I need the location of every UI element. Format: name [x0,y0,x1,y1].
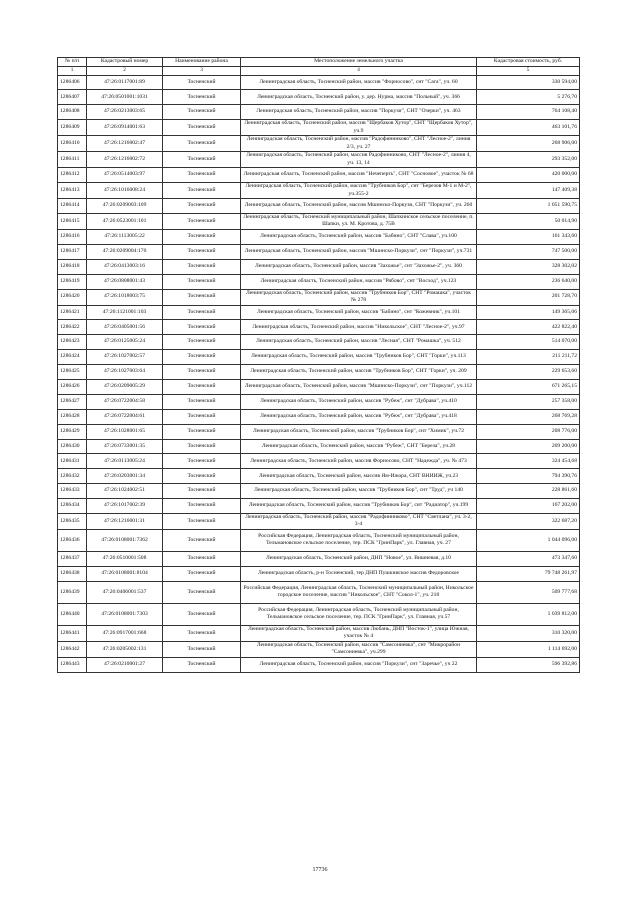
cadastral-value: 596 392,86 [477,657,580,672]
district-name: Тосненский [163,657,241,672]
table-row [58,625,580,641]
header-row [58,58,580,67]
cadastral-number: 47:26:0405001:56 [87,320,163,335]
cadastral-value: 794 390,76 [477,469,580,484]
parcel-location: Ленинградская область, Тосненский район, массив "Поркузи", снт "Заречье", уч 22 [241,657,477,672]
parcel-location: Ленинградская область, Тосненский район, массив "Мшинско-Поркузи", снт "Поркузи", уч.112 [241,379,477,394]
cadastral-value: 167 202,00 [477,499,580,514]
cadastral-value: 1 044 096,00 [477,529,580,551]
parcel-location: Ленинградская область, Тосненский район, массив "Радофинниково", СНТ "Лесное-2", линия 2/3, уч. 27 [241,136,477,152]
cadastral-value: 463 101,76 [477,120,580,136]
table-row [58,229,580,244]
cadastral-number: 47:26:0209004:170 [87,244,163,259]
cadastral-value: 514 070,00 [477,335,580,350]
row-index: 1286421 [58,305,87,320]
cadastral-number: 47:26:0501001:1031 [87,90,163,105]
table-row [58,641,580,657]
parcel-location: Ленинградская область, Тосненский район, массив "Трубников Бор", снт "Химик", уч.72 [241,424,477,439]
parcel-location: Российская Федерация, Ленинградская область, Тосненский муниципальный район, Никольское городское поселение, массив "Никольское", СНТ "Сокол-1", уч. 218 [241,581,477,603]
parcel-location: Ленинградская область, Тосненский район, массив Радофинниково, СНТ "Лесное-2", линия 4, уч. 13, 14 [241,152,477,168]
cadastral-number: 47:26:0108001:7362 [87,529,163,551]
cadastral-number: 47:26:1018003:75 [87,289,163,305]
table-row [58,529,580,551]
row-index: 1286423 [58,335,87,350]
cadastral-number: 47:26:1016008:24 [87,183,163,199]
district-name: Тосненский [163,183,241,199]
cadastral-number: 47:26:0722004:61 [87,409,163,424]
row-index: 1286426 [58,379,87,394]
column-number: 3 [163,67,241,76]
district-name: Тосненский [163,244,241,259]
parcel-location: Ленинградская область, р-н Тосненский, тер ДНП Пушкинское массив Федоровское [241,566,477,581]
cadastral-number: 47:26:0413003:16 [87,259,163,274]
row-index: 1286443 [58,657,87,672]
parcel-location: Ленинградская область, Тосненский район, массив "Самсониевка", снт "Микрорайон "Самсониевка", уч.299 [241,641,477,657]
parcel-location: Ленинградская область, Тосненский район, массив "Трубников Бор", СНТ "Ромашка", участок № 278 [241,289,477,305]
parcel-location: Ленинградская область, Тосненский район, массив "Нечеперть", СНТ "Сосновое", участок № 68 [241,168,477,183]
district-name: Тосненский [163,320,241,335]
district-name: Тосненский [163,75,241,90]
cadastral-number: 47:26:1113005:22 [87,229,163,244]
table-row [58,350,580,365]
district-name: Тосненский [163,274,241,289]
district-name: Тосненский [163,289,241,305]
table-row [58,409,580,424]
cadastral-value: 293 352,00 [477,152,580,168]
header-index: № п/п [58,58,87,67]
cadastral-number: 47:26:0406001:537 [87,581,163,603]
parcel-location: Ленинградская область, Тосненский район, массив "Захожье", снт "Захожье-2", уч. 360 [241,259,477,274]
cadastral-value: 229 653,60 [477,365,580,380]
district-name: Тосненский [163,439,241,454]
cadastral-number: 47:26:0203001:34 [87,469,163,484]
row-index: 1286431 [58,454,87,469]
parcel-location: Ленинградская область, Тосненский район, массив "Трубников Бор", СНТ "Горки", уч.113 [241,350,477,365]
table-row [58,120,580,136]
district-name: Тосненский [163,581,241,603]
parcel-location: Ленинградская область, Тосненский район, массив "Трубников Бор", СНТ "Горки", уч. 209 [241,365,477,380]
district-name: Тосненский [163,350,241,365]
district-name: Тосненский [163,199,241,214]
table-row [58,199,580,214]
table-row [58,244,580,259]
district-name: Тосненский [163,335,241,350]
cadastral-number: 47:26:0510001:508 [87,551,163,566]
cadastral-value: 161 343,60 [477,229,580,244]
cadastral-number: 47:26:0210001:27 [87,657,163,672]
cadastral-number: 47:26:0205002:131 [87,641,163,657]
table-row [58,105,580,120]
row-index: 1286416 [58,229,87,244]
table-row [58,335,580,350]
cadastral-value: 268 769,28 [477,409,580,424]
cadastral-value: 324 454,68 [477,454,580,469]
district-name: Тосненский [163,499,241,514]
row-index: 1286436 [58,529,87,551]
row-index: 1286418 [58,259,87,274]
cadastral-number: 47:26:1216002:72 [87,152,163,168]
cadastral-number: 47:26:0733001:35 [87,439,163,454]
parcel-location: Ленинградская область, Тосненский район, массив "Трубников Бор", снт "Березов М-1 и М-2", уч.355-2 [241,183,477,199]
column-number: 2 [87,67,163,76]
page-number: 17736 [312,867,328,873]
cadastral-number: 47:26:1027003:64 [87,365,163,380]
row-index: 1286441 [58,625,87,641]
column-number: 5 [477,67,580,76]
row-index: 1286435 [58,513,87,529]
parcel-location: Российская Федерация, Ленинградская область, Тосненский муниципальный район, Тельмановское сельское поселение, тер. ПСК "ГринПарк", ул. Главная, уч.57 [241,603,477,625]
district-name: Тосненский [163,641,241,657]
row-index: 1286438 [58,566,87,581]
cadastral-number: 47:26:1017002:39 [87,499,163,514]
district-name: Тосненский [163,409,241,424]
row-index: 1286411 [58,152,87,168]
district-name: Тосненский [163,213,241,229]
cadastral-value: 322 687,20 [477,513,580,529]
row-index: 1286429 [58,424,87,439]
parcel-location: Ленинградская область, Тосненский район, массив "Трубников Бор", снт "Труд", уч 140 [241,484,477,499]
row-index: 1286420 [58,289,87,305]
cadastral-value: 1 039 812,00 [477,603,580,625]
cadastral-value: 236 640,00 [477,274,580,289]
cadastral-value: 50 014,90 [477,213,580,229]
district-name: Тосненский [163,424,241,439]
table-row [58,379,580,394]
column-number: 4 [241,67,477,76]
cadastral-value: 330 594,00 [477,75,580,90]
table-row [58,424,580,439]
district-name: Тосненский [163,394,241,409]
header-district: Наименование района [163,58,241,67]
district-name: Тосненский [163,484,241,499]
table-row [58,499,580,514]
cadastral-value: 228 861,60 [477,484,580,499]
table-row [58,581,580,603]
row-index: 1286413 [58,183,87,199]
table-row [58,289,580,305]
parcel-location: Ленинградская область, Тосненский район, массив "Поркузи", СНТ "Озерки", уч. 463 [241,105,477,120]
district-name: Тосненский [163,454,241,469]
cadastral-value: 1 114 692,00 [477,641,580,657]
row-index: 1286410 [58,136,87,152]
district-name: Тосненский [163,168,241,183]
table-row [58,454,580,469]
cadastral-value: 268 906,00 [477,136,580,152]
parcel-location: Ленинградская область, Тосненский район, массив "Лесная", СНТ "Ромашка", уч. 512 [241,335,477,350]
district-name: Тосненский [163,229,241,244]
table-row [58,469,580,484]
cadastral-value: 1 051 590,75 [477,199,580,214]
row-index: 1286419 [58,274,87,289]
cadastral-value: 473 347,60 [477,551,580,566]
cadastral-value: 764 108,40 [477,105,580,120]
parcel-location: Ленинградская область, Тосненский район, массив "Никольское", СНТ "Лесное-2", уч.97 [241,320,477,335]
district-name: Тосненский [163,105,241,120]
cadastral-number: 47:26:0117001:89 [87,75,163,90]
cadastral-number: 47:26:0108001:8104 [87,566,163,581]
row-index: 1286428 [58,409,87,424]
cadastral-number: 47:26:1216002:47 [87,136,163,152]
table-row [58,305,580,320]
table-row [58,152,580,168]
district-name: Тосненский [163,152,241,168]
column-number: 1 [58,67,87,76]
district-name: Тосненский [163,529,241,551]
cadastral-value: 310 320,00 [477,625,580,641]
parcel-location: Ленинградская область, Тосненский район, массив "Трубников Бор", снт "Радиатор", уч.199 [241,499,477,514]
table-row [58,259,580,274]
cadastral-value: 422 822,40 [477,320,580,335]
parcel-location: Ленинградская область, Тосненский муниципальный район, Шапкинское сельское поселение, п. Шапки, ул. М. Кротова, д. 75В [241,213,477,229]
cadastral-number: 47:26:0514003:97 [87,168,163,183]
row-index: 1286440 [58,603,87,625]
cadastral-value: 5 276,70 [477,90,580,105]
parcel-location: Ленинградская область, Тосненский район, массив "Радофинниково", СНТ "Светлана", уч. 3-2, 3-4 [241,513,477,529]
district-name: Тосненский [163,566,241,581]
parcel-location: Ленинградская область, Тосненский район, массив Ям-Ижора, СНТ ВНИИЖ, уч.23 [241,469,477,484]
parcel-location: Ленинградская область, Тосненский район, массив "Форносово", снт "Сага", уч. 60 [241,75,477,90]
parcel-location: Ленинградская область, Тосненский район, массив "Рубеж", снт "Дубрава", уч.418 [241,409,477,424]
table-row [58,213,580,229]
cadastral-value: 79 748 261,97 [477,566,580,581]
row-index: 1286412 [58,168,87,183]
cadastral-value: 257 358,00 [477,394,580,409]
cadastral-number: 47:26:0209003:109 [87,199,163,214]
row-index: 1286437 [58,551,87,566]
header-location: Местоположение земельного участка [241,58,477,67]
cadastral-number: 47:26:0113005:24 [87,454,163,469]
parcel-location: Ленинградская область, Тосненский район, массив Любань, ДНП "Восток-1", улица Южная, участок № 4 [241,625,477,641]
row-index: 1286408 [58,105,87,120]
parcel-location: Ленинградская область, Тосненский район, массив Форносово, СНТ "Надежда", уч. № 473 [241,454,477,469]
table-row [58,603,580,625]
row-index: 1286434 [58,499,87,514]
cadastral-table [57,57,580,673]
table-row [58,274,580,289]
table-row [58,136,580,152]
row-index: 1286409 [58,120,87,136]
parcel-location: Ленинградская область, Тосненский район, массив "Щербаков Хутор", СНТ "Щербаков Хутор", уч.9 [241,120,477,136]
table-row [58,439,580,454]
cadastral-value: 201 728,70 [477,289,580,305]
district-name: Тосненский [163,513,241,529]
cadastral-number: 47:26:1028001:65 [87,424,163,439]
parcel-location: Ленинградская область, Тосненский район, массив "Бабино", снт "Кожевник", уч.101 [241,305,477,320]
table-body [58,75,580,672]
cadastral-number: 47:26:0213003:65 [87,105,163,120]
cadastral-number: 47:26:0914001:63 [87,120,163,136]
parcel-location: Ленинградская область, Тосненский район, у. дер. Нурма, массив "Польный", уч. 366 [241,90,477,105]
table-row [58,75,580,90]
cadastral-value: 269 200,00 [477,439,580,454]
cadastral-number: 47:26:0722004:58 [87,394,163,409]
row-index: 1286430 [58,439,87,454]
row-index: 1286424 [58,350,87,365]
row-index: 1286427 [58,394,87,409]
cadastral-value: 509 777,68 [477,581,580,603]
table-row [58,394,580,409]
cadastral-number: 47:26:0108001:7303 [87,603,163,625]
row-index: 1286439 [58,581,87,603]
district-name: Тосненский [163,120,241,136]
cadastral-number: 47:26:0125005:24 [87,335,163,350]
district-name: Тосненский [163,365,241,380]
cadastral-value: 147 409,38 [477,183,580,199]
table-row [58,90,580,105]
column-number-row [58,67,580,76]
row-index: 1286425 [58,365,87,380]
header-cadastral-number: Кадастровый номер [87,58,163,67]
header-cadastral-value: Кадастровая стоимость, руб. [477,58,580,67]
table-row [58,551,580,566]
parcel-location: Ленинградская область, Тосненский район, массив "Бабино", СНТ "Слава", уч.100 [241,229,477,244]
district-name: Тосненский [163,625,241,641]
district-name: Тосненский [163,136,241,152]
row-index: 1286414 [58,199,87,214]
cadastral-number: 47:26:1216001:31 [87,513,163,529]
parcel-location: Ленинградская область, Тосненский район, массив Мшинско-Поркузи, СНТ "Поркузи", уч. 260 [241,199,477,214]
cadastral-number: 47:26:1027002:57 [87,350,163,365]
row-index: 1286442 [58,641,87,657]
cadastral-number: 47:26:0209005:29 [87,379,163,394]
cadastral-number: 47:26:0917001:668 [87,625,163,641]
parcel-location: Ленинградская область, Тосненский район, массив "Рубеж", СНТ "Береза", уч.28 [241,439,477,454]
cadastral-value: 211 211,72 [477,350,580,365]
parcel-location: Ленинградская область, Тосненский район, ДНП "Новое", ул. Вишневая, д.10 [241,551,477,566]
table-row [58,566,580,581]
district-name: Тосненский [163,551,241,566]
cadastral-number: 47:26:0523001:101 [87,213,163,229]
table-row [58,484,580,499]
table-row [58,657,580,672]
cadastral-number: 47:26:1121001:103 [87,305,163,320]
table-row [58,183,580,199]
district-name: Тосненский [163,379,241,394]
parcel-location: Ленинградская область, Тосненский район, массив "Мшинско-Поркузи", снт "Поркузи", уч.731 [241,244,477,259]
table-row [58,320,580,335]
parcel-location: Российская Федерация, Ленинградская область, Тосненский муниципальный район, Тельмановское сельское поселение, тер. ПСК "ГринПарк", ул. Главная, уч. 27 [241,529,477,551]
cadastral-value: 671 265,15 [477,379,580,394]
table-row [58,365,580,380]
cadastral-value: 747 500,00 [477,244,580,259]
row-index: 1286422 [58,320,87,335]
row-index: 1286407 [58,90,87,105]
cadastral-value: 420 000,00 [477,168,580,183]
district-name: Тосненский [163,469,241,484]
cadastral-number: 47:26:1024002:51 [87,484,163,499]
cadastral-value: 328 302,02 [477,259,580,274]
district-name: Тосненский [163,90,241,105]
row-index: 1286415 [58,213,87,229]
table-row [58,513,580,529]
district-name: Тосненский [163,259,241,274]
row-index: 1286432 [58,469,87,484]
parcel-location: Ленинградская область, Тосненский район, массив "Рубеж", снт "Дубрава", уч.410 [241,394,477,409]
district-name: Тосненский [163,603,241,625]
row-index: 1286433 [58,484,87,499]
cadastral-number: 47:26:0808001:43 [87,274,163,289]
district-name: Тосненский [163,305,241,320]
row-index: 1286417 [58,244,87,259]
cadastral-value: 149 365,06 [477,305,580,320]
cadastral-value: 208 776,00 [477,424,580,439]
table-row [58,168,580,183]
parcel-location: Ленинградская область, Тосненский район, массив "Рябово", снт "Восход", уч.123 [241,274,477,289]
row-index: 1286406 [58,75,87,90]
